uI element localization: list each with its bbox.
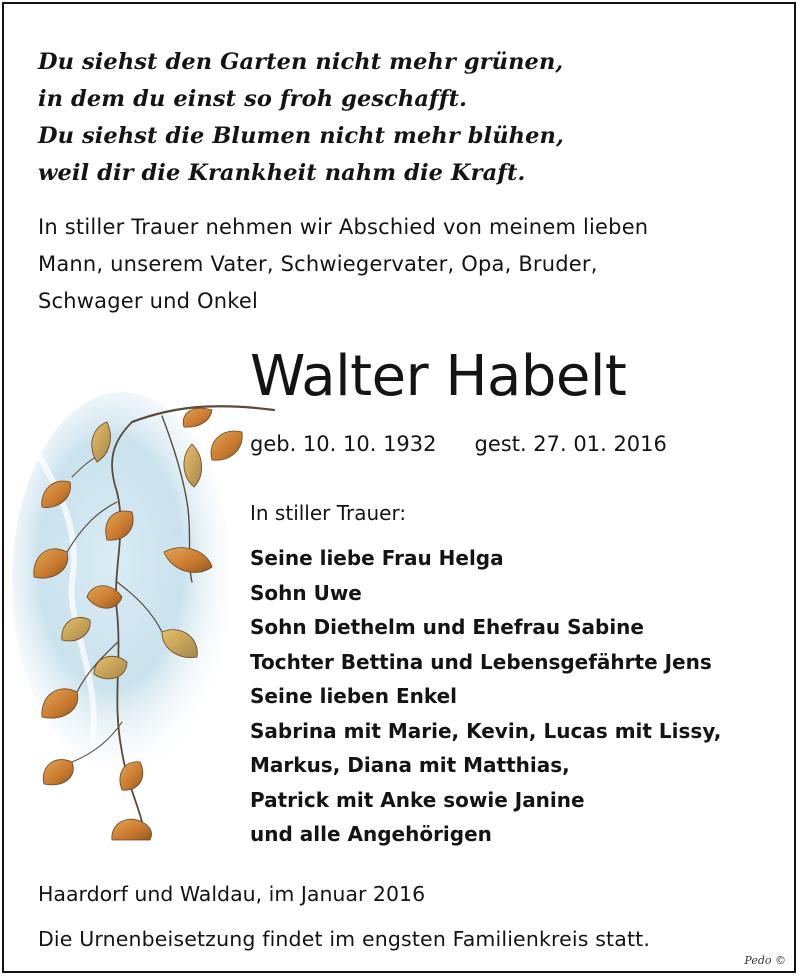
mourner-line: Sohn Diethelm und Ehefrau Sabine	[250, 615, 644, 639]
birth-date: geb. 10. 10. 1932	[250, 432, 437, 456]
death-date: gest. 27. 01. 2016	[474, 432, 667, 456]
mourner-line: Markus, Diana mit Matthias,	[250, 753, 570, 777]
intro-line: In stiller Trauer nehmen wir Abschied von meinem lieben	[38, 215, 649, 239]
intro-line: Mann, unserem Vater, Schwiegervater, Opa, Bruder,	[38, 252, 598, 276]
deceased-name: Walter Habelt	[250, 344, 627, 409]
mourner-line: Sohn Uwe	[250, 580, 362, 605]
memorial-poem	[38, 44, 564, 192]
mourner-line: Seine lieben Enkel	[250, 684, 458, 708]
mourners-list	[250, 541, 721, 852]
poem-line: Du siehst die Blumen nicht mehr blühen,	[38, 123, 564, 149]
mourner-line: Patrick mit Anke sowie Janine	[250, 787, 585, 812]
obituary-notice	[2, 2, 796, 973]
life-dates	[250, 424, 667, 464]
mourning-label: In stiller Trauer:	[250, 501, 407, 525]
poem-line: Du siehst den Garten nicht mehr grünen,	[38, 49, 564, 75]
autumn-leaves-illustration	[12, 382, 282, 842]
poem-line: weil dir die Krankheit nahm die Kraft.	[38, 160, 526, 186]
mourner-line: Sabrina mit Marie, Kevin, Lucas mit Lissy,	[250, 718, 722, 743]
designer-signature: Pedo ©	[744, 954, 786, 967]
mourner-line: Tochter Bettina und Lebensgefährte Jens	[250, 649, 712, 674]
burial-note: Die Urnenbeisetzung findet im engsten Familienkreis statt.	[38, 927, 650, 951]
place-date: Haardorf und Waldau, im Januar 2016	[38, 882, 426, 906]
mourner-line: Seine liebe Frau Helga	[250, 546, 504, 570]
intro-line: Schwager und Onkel	[38, 289, 259, 313]
poem-line: in dem du einst so froh geschafft.	[38, 86, 468, 112]
mourner-line: und alle Angehörigen	[250, 822, 492, 846]
intro-text	[38, 209, 648, 320]
